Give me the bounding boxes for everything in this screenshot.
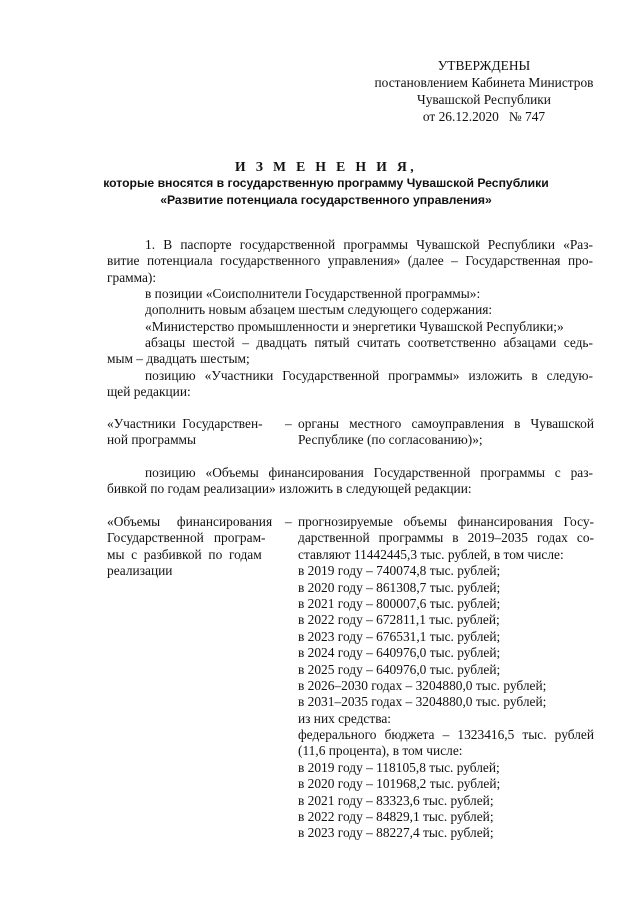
participants-dash: – [285, 416, 292, 431]
text-line: (11,6 процента), в том числе: [298, 743, 463, 759]
text-line: в 2021 году – 800007,6 тыс. рублей; [298, 595, 501, 611]
financing-dash: – [285, 514, 292, 529]
text-line: дополнить новым абзацем шестым следующего содержания: [145, 302, 493, 318]
text-line: в позиции «Соисполнители Государственной программы»: [145, 286, 481, 301]
approval-date-number: от 26.12.2020 № 747 [422, 109, 546, 124]
text-line: «Объемы финансирования [107, 514, 273, 529]
text-line: позицию «Объемы финансирования Государственной программы с раз- [145, 465, 593, 480]
text-line: щей редакции: [107, 384, 191, 400]
text-line: в 2023 году – 676531,1 тыс. рублей; [298, 628, 501, 644]
text-line: в 2025 году – 640976,0 тыс. рублей; [298, 661, 501, 677]
approval-block [364, 57, 604, 125]
text-line: грамма): [107, 269, 157, 285]
approval-issuer: постановлением Кабинета Министров [374, 75, 594, 90]
text-line: мы с разбивкой по годам [107, 546, 262, 562]
paragraph-passport-intro [107, 237, 593, 286]
text-line: мым – двадцать шестым; [107, 351, 250, 367]
text-line: в 2022 году – 84829,1 тыс. рублей; [298, 809, 494, 825]
document-title: И З М Е Н Е Н И Я, [234, 159, 418, 174]
financing-label [107, 514, 284, 580]
text-line: федерального бюджета – 1323416,5 тыс. рублей [298, 727, 594, 743]
text-line: дарственной программы в 2019–2035 годах со- [298, 530, 594, 546]
text-line: в 2020 году – 101968,2 тыс. рублей; [298, 776, 501, 792]
text-line: в 2020 году – 861308,7 тыс. рублей; [298, 579, 501, 595]
text-line: Государственной програм- [107, 530, 266, 546]
document-subtitle-line-1: которые вносятся в государственную программу Чувашской Республики [103, 176, 549, 190]
paragraph-renumber [107, 335, 593, 368]
text-line: в 2022 году – 672811,1 тыс. рублей; [298, 612, 500, 628]
participants-value [298, 416, 594, 449]
text-line: органы местного самоуправления в Чувашской [298, 416, 594, 431]
text-line: в 2024 году – 640976,0 тыс. рублей; [298, 645, 501, 661]
text-line: в 2031–2035 годах – 3204880,0 тыс. рублей; [298, 694, 547, 710]
text-line: в 2023 году – 88227,4 тыс. рублей; [298, 825, 494, 841]
text-line: позицию «Участники Государственной программы» изложить в следую- [145, 368, 593, 383]
text-line: в 2019 году – 740074,8 тыс. рублей; [298, 563, 501, 579]
paragraph-participants-intro [107, 368, 593, 401]
text-line: ставляют 11442445,3 тыс. рублей, в том числе: [298, 546, 564, 562]
financing-value [298, 514, 594, 842]
text-line: из них средства: [298, 710, 392, 726]
paragraph-co-executors [107, 286, 593, 335]
approval-title: УТВЕРЖДЕНЫ [437, 58, 531, 73]
text-line: Республике (по согласованию)»; [298, 432, 483, 448]
text-line: в 2019 году – 118105,8 тыс. рублей; [298, 759, 500, 775]
participants-label [107, 416, 284, 449]
text-line: в 2026–2030 годах – 3204880,0 тыс. рублей; [298, 677, 547, 693]
text-line: бивкой по годам реализации» изложить в следующей редакции: [107, 481, 472, 497]
text-line: 1. В паспорте государственной программы Чувашской Республики «Раз- [145, 237, 593, 252]
document-heading [60, 158, 592, 208]
text-line: абзацы шестой – двадцать пятый считать соответственно абзацами седь- [145, 335, 593, 350]
text-line: в 2021 году – 83323,6 тыс. рублей; [298, 792, 494, 808]
paragraph-financing-intro [107, 465, 593, 498]
approval-republic: Чувашской Республики [417, 92, 551, 107]
document-subtitle-line-2: «Развитие потенциала государственного управления» [160, 192, 492, 207]
text-line: ной программы [107, 432, 197, 448]
text-line: «Министерство промышленности и энергетики Чувашской Республики;» [145, 318, 564, 334]
text-line: реализации [107, 563, 173, 579]
text-line: «Участники Государствен- [107, 416, 263, 431]
text-line: прогнозируемые объемы финансирования Госу- [298, 514, 594, 529]
text-line: витие потенциала государственного управления» (далее – Государственная про- [107, 253, 593, 269]
